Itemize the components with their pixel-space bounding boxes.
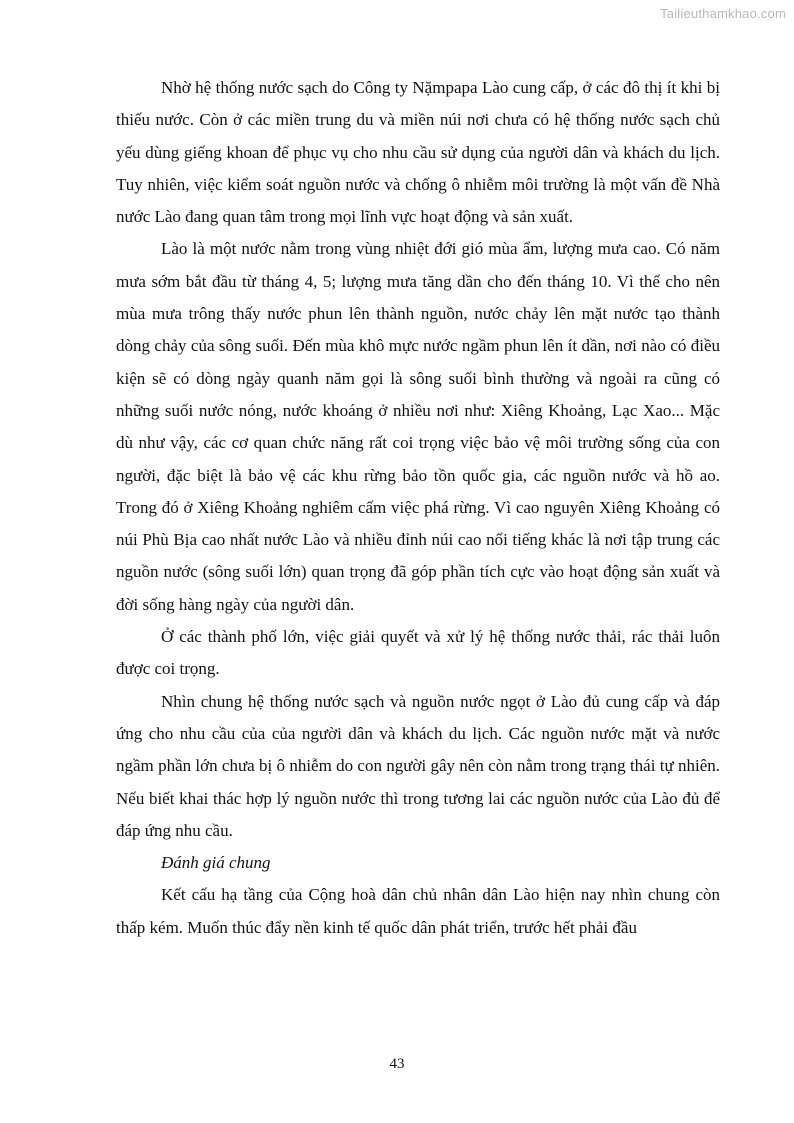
paragraph-infrastructure: Kết cấu hạ tầng của Cộng hoà dân chủ nhân dân Lào hiện nay nhìn chung còn thấp kém. Muốn thúc đẩy nền kinh tế quốc dân phát triển, trước hết phải đầu xyxy=(116,885,720,937)
paragraph-climate-water-sources: Lào là một nước nằm trong vùng nhiệt đới gió mùa ẩm, lượng mưa cao. Có năm mưa sớm bắt đầu từ tháng 4, 5; lượng mưa tăng dần cho đến tháng 10. Vì thế cho nên mùa mưa trông thấy nước phun lên thành nguồn, nước chảy lên mặt nước tạo thành dòng chảy của sông suối. Đến mùa khô mực nước ngầm phun lên ít dần, nơi nào có điều kiện sẽ có dòng ngày quanh năm gọi là sông suối bình thường và ngoài ra cũng có những suối nước nóng, nước khoáng ở nhiều nơi như: Xiêng Khoảng, Lạc Xao... Mặc dù như vậy, các cơ quan chức năng rất coi trọng việc bảo vệ môi trường sống của con người, đặc biệt là bảo vệ các khu rừng bảo tồn quốc gia, các nguồn nước và hồ ao. Trong đó ở Xiêng Khoảng nghiêm cấm việc phá rừng. Vì cao nguyên Xiêng Khoảng có núi Phù Bịa cao nhất nước Lào và nhiều đỉnh núi cao nổi tiếng khác là nơi tập trung các nguồn nước (sông suối lớn) quan trọng đã góp phần tích cực vào hoạt động sản xuất và đời sống hàng ngày của người dân. xyxy=(116,239,720,614)
paragraph-waste-treatment: Ở các thành phố lớn, việc giải quyết và xử lý hệ thống nước thải, rác thải luôn được coi trọng. xyxy=(116,627,720,679)
section-heading-general-assessment: Đánh giá chung xyxy=(161,853,271,873)
paragraph-water-summary: Nhìn chung hệ thống nước sạch và nguồn nước ngọt ở Lào đủ cung cấp và đáp ứng cho nhu cầu của của người dân và khách du lịch. Các nguồn nước mặt và nước ngầm phần lớn chưa bị ô nhiễm do con người gây nên còn nằm trong trạng thái tự nhiên. Nếu biết khai thác hợp lý nguồn nước thì trong tương lai các nguồn nước của Lào đủ để đáp ứng nhu cầu. xyxy=(116,691,720,840)
page-number: 43 xyxy=(389,1056,405,1072)
document-body xyxy=(116,72,720,944)
watermark: Tailieuthamkhao.com xyxy=(660,6,786,21)
paragraph-clean-water: Nhờ hệ thống nước sạch do Công ty Nặmpapa Lào cung cấp, ở các đô thị ít khi bị thiếu nước. Còn ở các miền trung du và miền núi nơi chưa có hệ thống nước sạch chủ yếu dùng giếng khoan để phục vụ cho nhu cầu sử dụng của người dân và khách du lịch. Tuy nhiên, việc kiểm soát nguồn nước và chống ô nhiễm môi trường là một vấn đề Nhà nước Lào đang quan tâm trong mọi lĩnh vực hoạt động và sản xuất. xyxy=(116,78,720,227)
